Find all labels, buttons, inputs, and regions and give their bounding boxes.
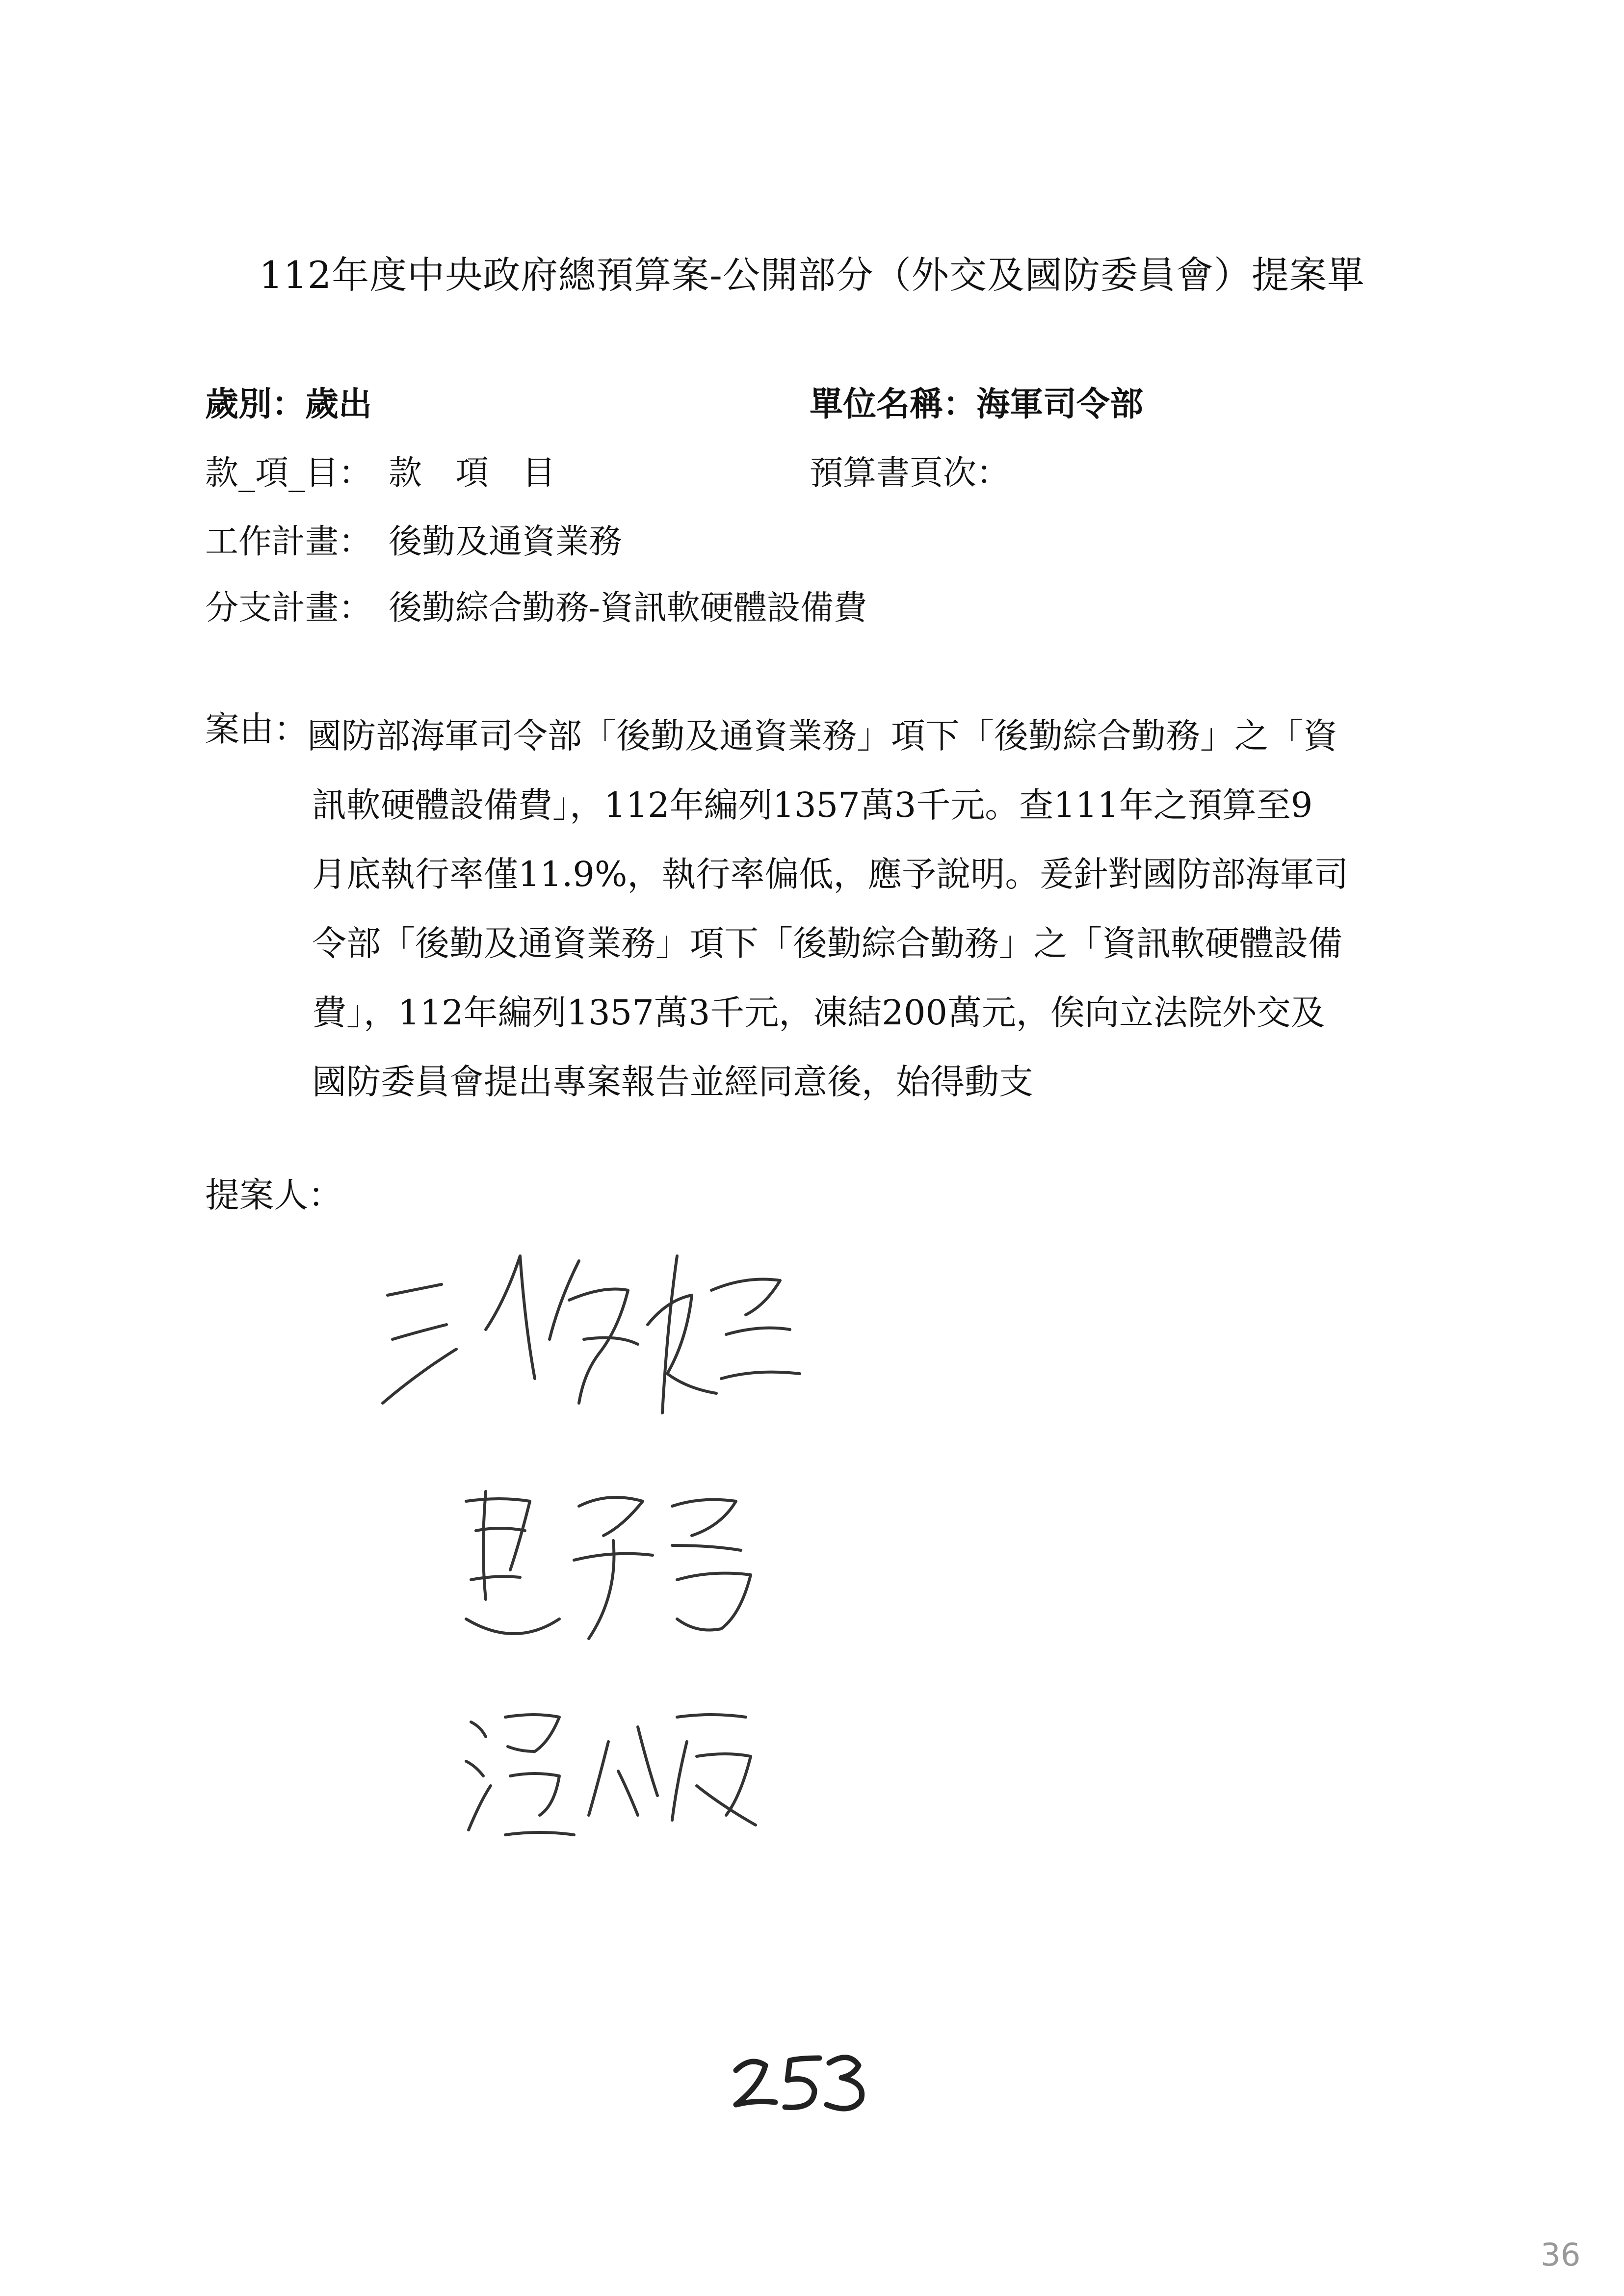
reason-line: 國防部海軍司令部「後勤及通資業務」項下「後勤綜合勤務」之「資 xyxy=(307,716,1337,756)
proposer-label: 提案人： xyxy=(205,1175,342,1215)
document-title: 112年度中央政府總預算案-公開部分（外交及國防委員會）提案單 xyxy=(259,253,1365,297)
signature-1 xyxy=(373,1226,839,1433)
page-ref-field: 預算書頁次： xyxy=(810,454,1010,493)
reason-line: 費」，112年編列1357萬3千元，凍結200萬元，俟向立法院外交及 xyxy=(312,992,1325,1033)
handwritten-page-number xyxy=(726,2046,873,2119)
unit-field: 單位名稱：海軍司令部 xyxy=(810,385,1144,424)
signature-2 xyxy=(456,1472,775,1658)
work-plan-field: 工作計畫： 後勤及通資業務 xyxy=(205,522,623,561)
reason-line: 月底執行率僅11.9%，執行率偏低，應予說明。爰針對國防部海軍司 xyxy=(312,854,1349,894)
item-field: 款_項_目： 款 項 目 xyxy=(205,454,556,493)
reason-line: 國防委員會提出專案報告並經同意後，始得動支 xyxy=(312,1062,1033,1102)
reason-line: 訊軟硬體設備費」，112年編列1357萬3千元。查111年之預算至9 xyxy=(312,785,1313,825)
branch-plan-field: 分支計畫： 後勤綜合勤務-資訊軟硬體設備費 xyxy=(205,589,867,627)
signature-3 xyxy=(461,1697,775,1845)
category-field: 歲別：歲出 xyxy=(205,385,372,424)
reason-line: 令部「後勤及通資業務」項下「後勤綜合勤務」之「資訊軟硬體設備 xyxy=(312,923,1342,964)
reason-text xyxy=(307,702,1455,1117)
page-number: 36 xyxy=(1541,2237,1581,2273)
reason-label: 案由： xyxy=(205,709,308,749)
